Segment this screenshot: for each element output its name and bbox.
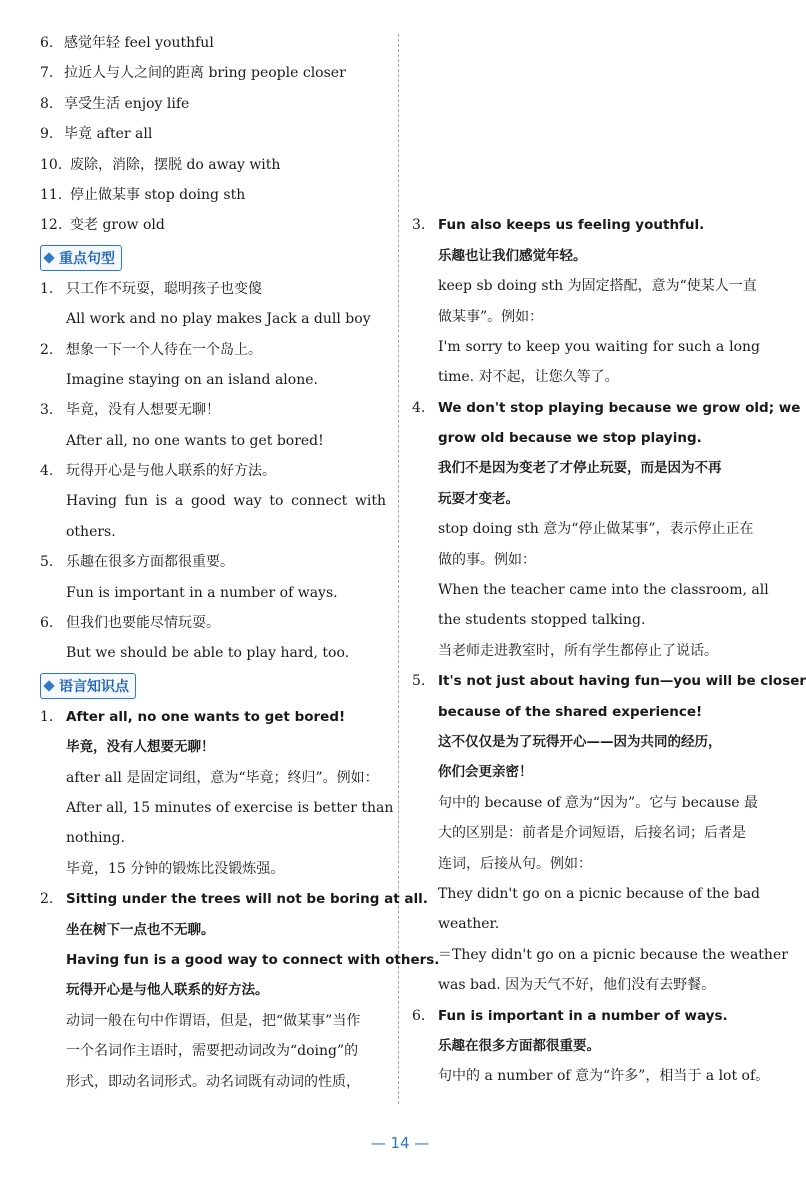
point-item — [412, 666, 806, 1000]
example-text: nothing. — [66, 830, 125, 847]
left-column — [40, 28, 440, 1097]
explanation-text: 大的区别是：前者是介词短语，后接名词；后者是 — [438, 825, 746, 842]
point-sentence-cn: 毕竟，没有人想要无聊！ — [66, 739, 215, 756]
vocab-text: 废除，消除，摆脱 do away with — [70, 156, 281, 173]
explanation-text: 动词一般在句中作谓语，但是，把“做某事”当作 — [66, 1012, 361, 1029]
explanation-text: keep sb doing sth 为固定搭配，意为“使某人一直 — [438, 278, 757, 295]
sentence-cn: 想象一下一个人待在一个岛上。 — [66, 341, 262, 358]
item-number: 9. — [40, 126, 54, 143]
example-text — [438, 150, 760, 180]
explanation-text — [438, 28, 760, 58]
diamond-icon — [43, 252, 54, 263]
sentence-item — [40, 395, 386, 456]
vocab-item — [40, 28, 386, 58]
example-text: weather. — [438, 916, 500, 933]
sentence-item — [40, 608, 386, 669]
example-translation: 当老师走进教室时，所有学生都停止了说话。 — [438, 642, 718, 659]
sentence-en: Fun is important in a number of ways. — [66, 584, 338, 601]
sentence-en: But we should be able to play hard, too. — [66, 645, 350, 662]
vocab-item — [40, 180, 386, 210]
point-sentence-en: because of the shared experience! — [438, 703, 703, 720]
item-number: 10. — [40, 156, 63, 173]
vocab-item — [40, 210, 386, 240]
vocab-text: 拉近人与人之间的距离 bring people closer — [64, 65, 346, 82]
explanation-text: after all 是固定词组，意为“毕竟；终归”。例如： — [66, 769, 379, 786]
item-number: 11. — [40, 186, 63, 203]
example-text: After all, 15 minutes of exercise is better than — [66, 799, 394, 816]
point-continuation — [412, 28, 760, 210]
vocab-text: 变老 grow old — [70, 217, 165, 234]
sentence-en: others. — [66, 523, 116, 540]
point-sentence-en: We don't stop playing because we grow old; we — [438, 399, 801, 416]
point-sentence-cn: 这不仅仅是为了玩得开心——因为共同的经历， — [438, 733, 722, 750]
item-number: 5. — [412, 673, 426, 690]
vocab-item — [40, 150, 386, 180]
sentence-item — [40, 335, 386, 396]
sentence-cn: 只工作不玩耍，聪明孩子也变傻 — [66, 280, 262, 297]
example-translation — [438, 119, 760, 149]
page-number: — 14 — — [370, 1134, 430, 1152]
vocab-item — [40, 58, 386, 88]
item-number: 3. — [412, 217, 426, 234]
sentence-en: Having fun is a good way to connect with — [66, 493, 386, 510]
section-heading-language-points: 语言知识点 — [40, 673, 136, 699]
vocab-item — [40, 119, 386, 149]
point-sentence-en: It's not just about having fun—you will be closer — [438, 673, 806, 690]
item-number: 3. — [40, 402, 54, 419]
point-sentence-en: grow old because we stop playing. — [438, 430, 702, 447]
point-sentence-en: Fun is important in a number of ways. — [438, 1007, 728, 1024]
item-number: 2. — [40, 891, 54, 908]
point-item — [412, 393, 801, 667]
point-sentence-en: After all, no one wants to get bored! — [66, 708, 346, 725]
item-number: 1. — [40, 708, 54, 725]
point-sentence-cn: 玩得开心是与他人联系的好方法。 — [66, 982, 269, 999]
explanation-text: 连词，后接从句。例如： — [438, 855, 592, 872]
example-translation — [438, 180, 760, 210]
point-item — [40, 702, 394, 884]
example-text: They didn't go on a picnic because of the bad — [438, 885, 761, 902]
sentence-cn: 玩得开心是与他人联系的好方法。 — [66, 463, 276, 480]
sentence-item — [40, 274, 386, 335]
example-text — [438, 89, 760, 119]
item-number: 8. — [40, 95, 54, 112]
sentence-en: After all, no one wants to get bored! — [66, 432, 324, 449]
point-sentence-en: Having fun is a good way to connect with others. — [66, 951, 440, 968]
column-divider — [398, 34, 399, 1104]
point-sentence-en: Sitting under the trees will not be boring at all. — [66, 891, 428, 908]
item-number: 6. — [40, 35, 54, 51]
point-sentence-cn: 乐趣在很多方面都很重要。 — [438, 1037, 600, 1054]
point-sentence-cn: 乐趣也让我们感觉年轻。 — [438, 247, 587, 264]
explanation-text: 形式，即动名词形式。动名词既有动词的性质， — [66, 1073, 360, 1090]
example-text: the students stopped talking. — [438, 612, 646, 629]
vocab-text: 停止做某事 stop doing sth — [70, 186, 246, 203]
sentence-item — [40, 456, 386, 547]
point-sentence-cn: 玩耍才变老。 — [438, 490, 519, 507]
sentence-item — [40, 547, 386, 608]
sentence-cn: 但我们也要能尽情玩耍。 — [66, 615, 220, 632]
point-item — [40, 884, 440, 1097]
right-column — [412, 28, 806, 1092]
item-number: 4. — [412, 399, 426, 416]
point-sentence-cn: 你们会更亲密！ — [438, 764, 533, 781]
vocab-text: 享受生活 enjoy life — [64, 95, 190, 112]
item-number: 7. — [40, 65, 54, 82]
point-item — [412, 1001, 770, 1092]
vocab-list — [40, 28, 386, 241]
sentence-cn: 乐趣在很多方面都很重要。 — [66, 554, 234, 571]
example-text: time. 对不起，让您久等了。 — [438, 369, 619, 386]
sentence-en: Imagine staying on an island alone. — [66, 371, 318, 388]
item-number: 6. — [412, 1007, 426, 1024]
explanation-text: 做某事”。例如： — [438, 308, 544, 325]
item-number: 6. — [40, 615, 54, 632]
example-text: When the teacher came into the classroom, all — [438, 582, 769, 599]
vocab-item — [40, 89, 386, 119]
explanation-text: 句中的 because of 意为“因为”。它与 because 最 — [438, 794, 759, 811]
explanation-text: 做的事。例如： — [438, 551, 536, 568]
item-number: 1. — [40, 280, 54, 297]
item-number: 2. — [40, 341, 54, 358]
point-sentence-cn: 坐在树下一点也不无聊。 — [66, 921, 215, 938]
example-translation: was bad. 因为天气不好，他们没有去野餐。 — [438, 977, 716, 994]
item-number: 12. — [40, 217, 63, 234]
explanation-text: 句中的 a number of 意为“许多”，相当于 a lot of。 — [438, 1068, 770, 1085]
point-sentence-cn: 我们不是因为变老了才停止玩耍，而是因为不再 — [438, 460, 722, 477]
vocab-text: 毕竟 after all — [64, 126, 153, 143]
point-sentence-en: Fun also keeps us feeling youthful. — [438, 217, 705, 234]
sentence-cn: 毕竟，没有人想要无聊！ — [66, 402, 220, 419]
vocab-text: 感觉年轻 feel youthful — [64, 35, 214, 51]
diamond-icon — [43, 680, 54, 691]
sentence-en: All work and no play makes Jack a dull boy — [66, 311, 371, 328]
section-heading-key-sentences: 重点句型 — [40, 245, 122, 271]
explanation-text — [438, 58, 760, 88]
point-item — [412, 210, 760, 392]
example-translation: 毕竟，15 分钟的锻炼比没锻炼强。 — [66, 860, 285, 877]
example-text: ＝They didn't go on a picnic because the weather — [438, 946, 788, 963]
item-number: 4. — [40, 463, 54, 480]
item-number: 5. — [40, 554, 54, 571]
explanation-text: stop doing sth 意为“停止做某事”，表示停止正在 — [438, 521, 754, 538]
example-text: I'm sorry to keep you waiting for such a long — [438, 338, 760, 355]
explanation-text: 一个名词作主语时，需要把动词改为“doing”的 — [66, 1043, 359, 1060]
